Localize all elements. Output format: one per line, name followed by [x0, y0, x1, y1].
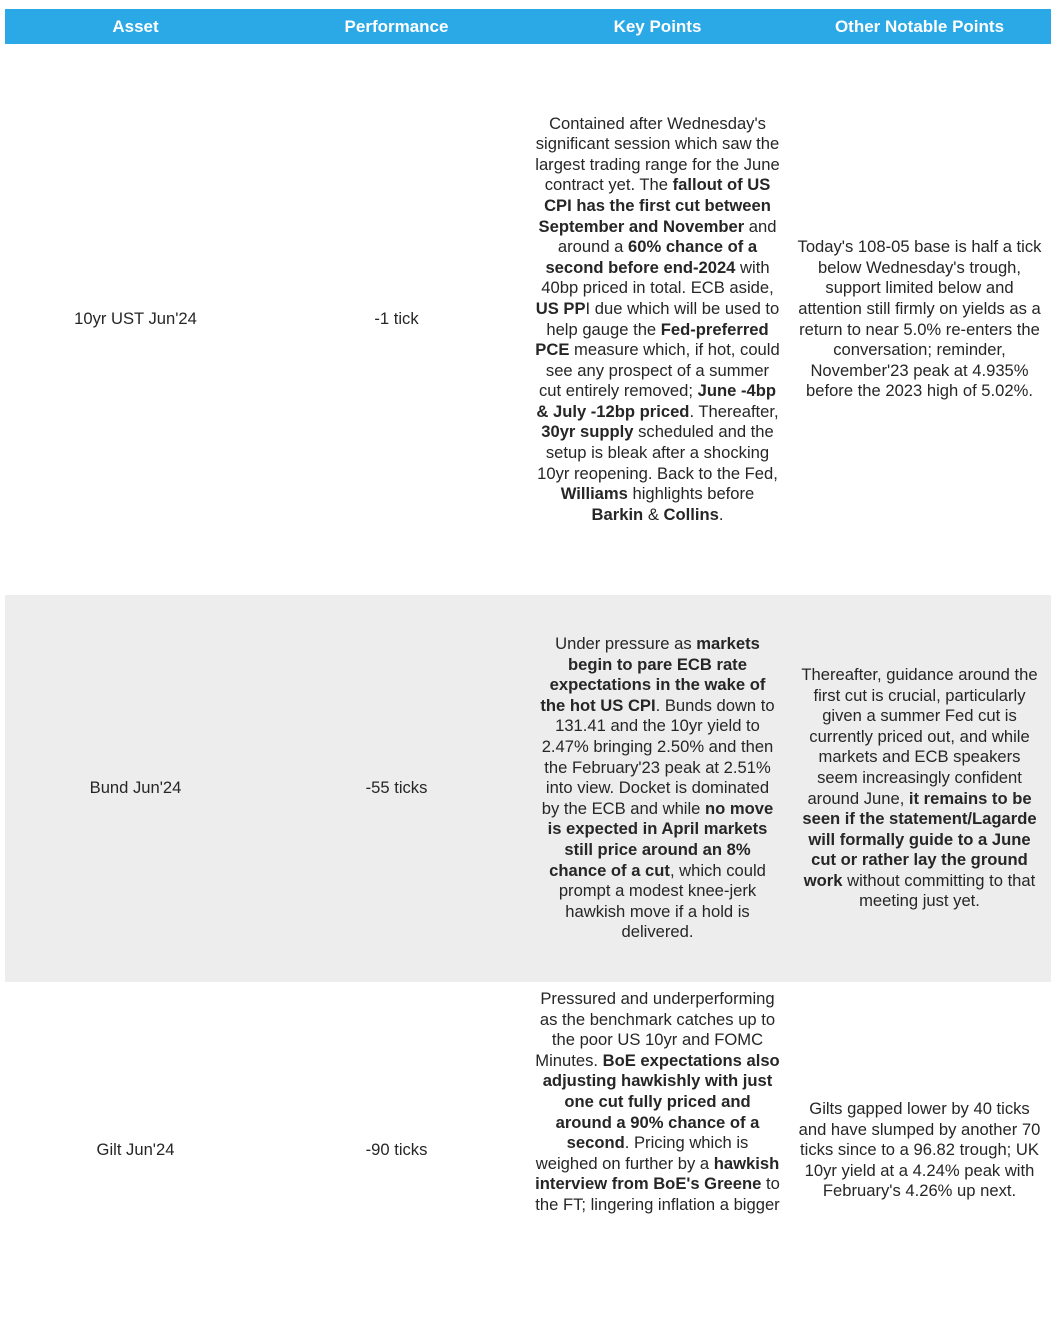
- asset-cell: Bund Jun'24: [5, 595, 266, 982]
- key-points-cell: [527, 982, 788, 1319]
- table-header-row: [5, 9, 1051, 44]
- other-points-cell: [788, 982, 1051, 1319]
- text-fragment: measure which, if hot, could see any prospect of a summer cut entirely removed;: [538, 340, 780, 401]
- header-key-points: Key Points: [527, 9, 788, 44]
- performance-cell: -55 ticks: [266, 595, 527, 982]
- header-other-notable-points: Other Notable Points: [788, 9, 1051, 44]
- text-fragment: Fed-preferred PCE: [535, 319, 769, 360]
- text-fragment: 30yr supply: [541, 422, 634, 442]
- other-points-cell: [788, 595, 1051, 982]
- text-fragment: Gilts gapped lower by 40 ticks and have slumped by another 70 ticks since to a 96.82 trough; UK 10yr yield at a 4.24% peak with February's 4.26% up next.: [798, 1099, 1041, 1201]
- text-fragment: Barkin: [591, 504, 644, 524]
- market-table: [5, 9, 1051, 1319]
- text-fragment: Williams: [560, 484, 628, 504]
- header-asset: Asset: [5, 9, 266, 44]
- table-row: [5, 982, 1051, 1319]
- text-fragment: with 40bp priced in total. ECB aside,: [541, 257, 774, 298]
- text-fragment: . Thereafter,: [689, 401, 779, 421]
- text-fragment: BoE expectations also adjusting hawkishly with just one cut fully priced and around a 90% chance of a second: [542, 1050, 780, 1153]
- text-fragment: without committing to that meeting just yet.: [842, 870, 1036, 911]
- text-fragment: 60% chance of a second before end-2024: [545, 237, 758, 277]
- text-fragment: Contained after Wednesday's significant session which saw the largest trading range for the June contract yet. The: [535, 113, 780, 195]
- text-fragment: no move is expected in April markets still price around an 8% chance of a cut: [547, 798, 774, 880]
- table-row: [5, 595, 1051, 982]
- text-fragment: June -4bp & July -12bp priced: [536, 381, 776, 421]
- asset-cell: 10yr UST Jun'24: [74, 309, 197, 329]
- text-fragment: markets begin to pare ECB rate expectations in the wake of the hot US CPI: [540, 634, 766, 715]
- text-fragment: and around a: [557, 216, 777, 257]
- text-fragment: Collins: [663, 504, 719, 524]
- text-fragment: Today's 108-05 base is half a tick below Wednesday's trough, support limited below and attention still firmly on yields as a return to near 5.0% re-enters the conversation; reminder, November'23 peak at 4.935% before the 2023 high of 5.02%.: [797, 237, 1042, 401]
- text-fragment: hawkish interview from BoE's Greene: [535, 1153, 780, 1194]
- table-row: [5, 44, 1051, 595]
- text-fragment: .: [718, 504, 724, 524]
- text-fragment: Under pressure as: [555, 634, 697, 654]
- text-fragment: , which could prompt a modest knee-jerk hawkish move if a hold is delivered.: [558, 860, 766, 942]
- performance-cell: -90 ticks: [365, 1140, 428, 1160]
- other-points-cell: [788, 44, 1051, 595]
- text-fragment: scheduled and the setup is bleak after a shocking 10yr reopening. Back to the Fed,: [537, 422, 778, 483]
- text-fragment: fallout of US CPI has the first cut between September and November: [538, 175, 771, 236]
- text-fragment: Thereafter, guidance around the first cut is crucial, particularly given a summer Fed cut is currently priced out, and while markets and ECB speakers seem increasingly confident around June,: [801, 664, 1038, 808]
- text-fragment: I due which will be used to help gauge the: [546, 298, 780, 339]
- text-fragment: US PP: [535, 298, 586, 318]
- text-fragment: Pressured and underperforming as the benchmark catches up to the poor US 10yr and FOMC Minutes.: [535, 989, 776, 1070]
- text-fragment: . Pricing which is weighed on further by a: [535, 1133, 749, 1173]
- text-fragment: highlights before: [627, 484, 755, 504]
- text-fragment: . Bunds down to 131.41 and the 10yr yield to 2.47% bringing 2.50% and then the February'23 peak at 2.51% into view. Docket is dominated by the ECB and while: [541, 695, 775, 818]
- performance-cell: -1 tick: [374, 309, 419, 329]
- header-performance: Performance: [266, 9, 527, 44]
- asset-cell: Gilt Jun'24: [96, 1140, 175, 1160]
- key-points-cell: [527, 44, 788, 595]
- text-fragment: it remains to be seen if the statement/Lagarde will formally guide to a June cut or rather lay the ground work: [802, 788, 1037, 890]
- key-points-cell: [527, 595, 788, 982]
- text-fragment: &: [643, 504, 664, 524]
- text-fragment: to the FT; lingering inflation a bigger: [535, 1174, 780, 1214]
